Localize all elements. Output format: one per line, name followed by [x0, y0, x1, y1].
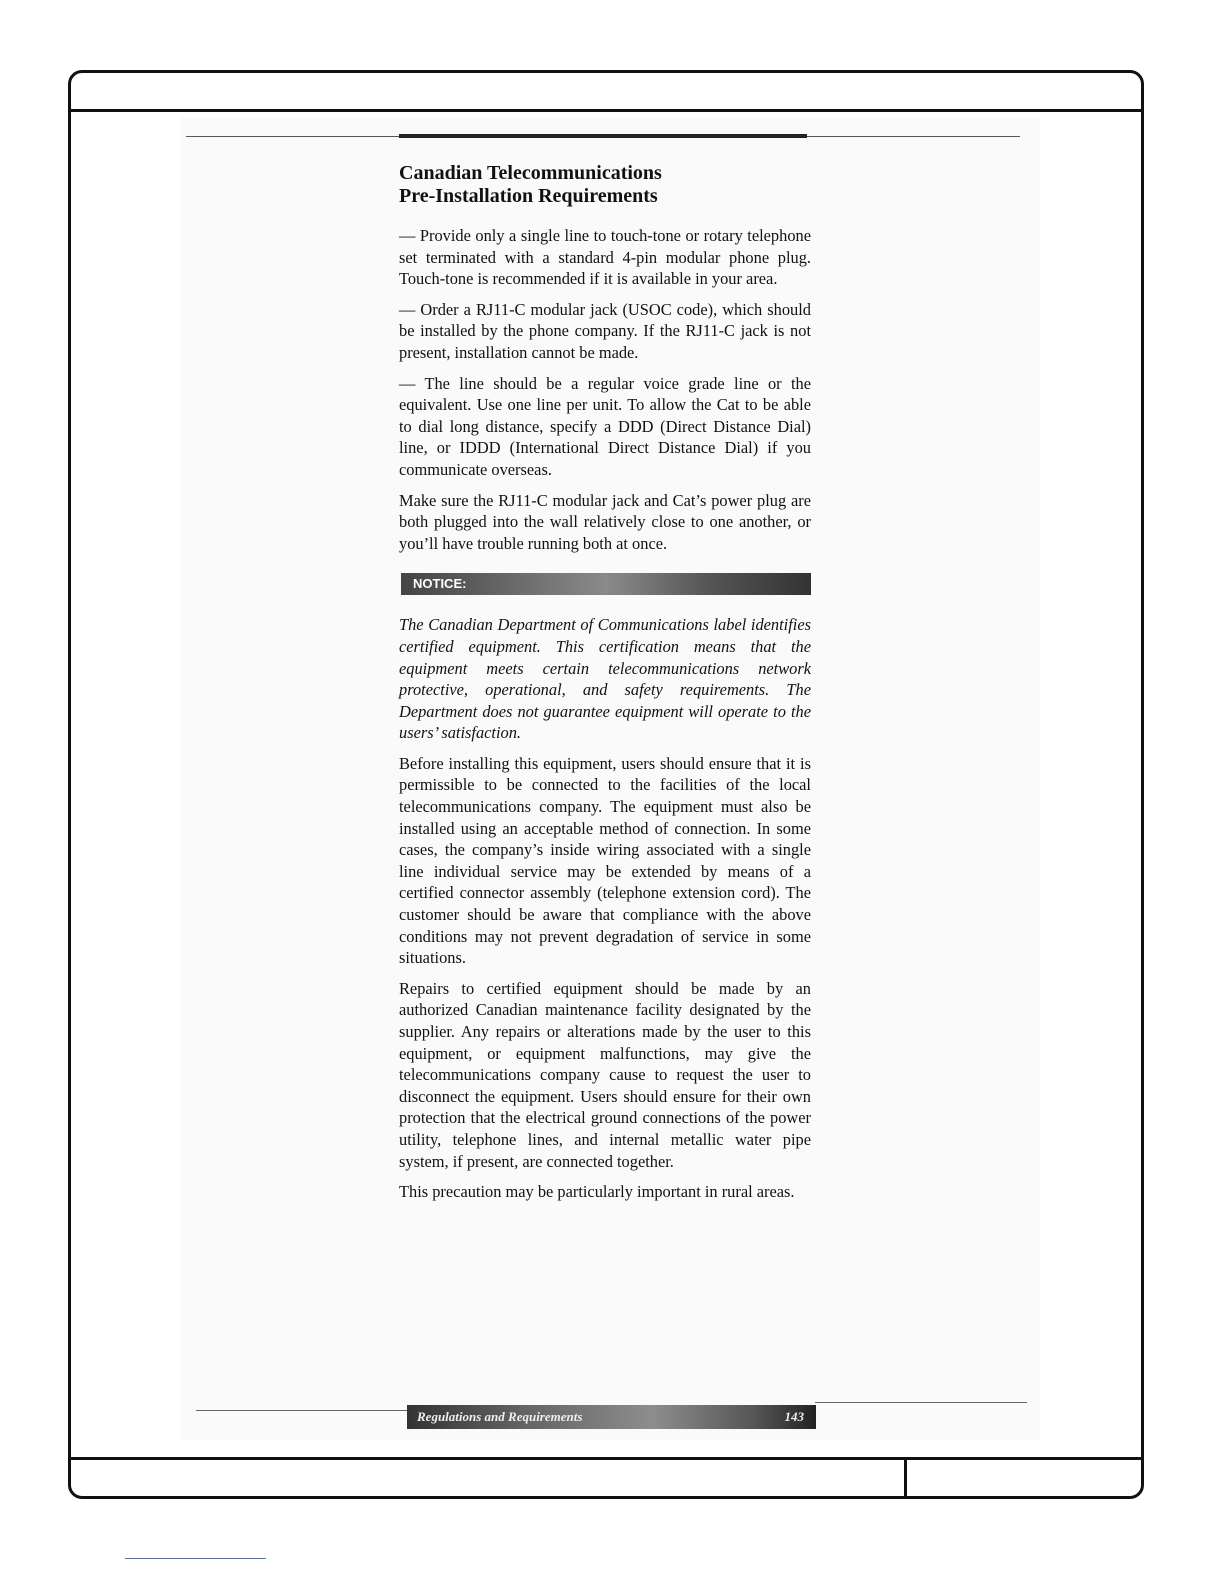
footer-page-number: 143: [784, 1409, 804, 1424]
page-title: [399, 162, 811, 208]
frame-header-rule: [70, 109, 1142, 112]
repairs-paragraph: Repairs to certified equipment should be made by an authorized Canadian maintenance facility designated by the supplier. Any repairs or alterations made by the user to this equipment, or equipment malfunctions, may give the telecommunications company cause to request the user to disconnect the equipment. Users should ensure for their own protection that the electrical ground connections of the power utility, telephone lines, and internal metallic water pipe system, if present, are connected together.: [399, 978, 811, 1171]
footer-rule-left: [196, 1410, 408, 1411]
bottom-underline: [125, 1558, 266, 1559]
requirement-single-line: — Provide only a single line to touch-tone or rotary telephone set terminated with a standard 4-pin modular phone plug. Touch-tone is recommended if it is available in your area.: [399, 226, 811, 289]
footer-rule-right: [815, 1402, 1027, 1403]
requirement-voice-grade-line: — The line should be a regular voice grade line or the equivalent. Use one line per unit. To allow the Cat to be able to dial long distance, specify a DDD (Direct Distance Dial) line, or IDDD (International Direct Distance Dial) if you communicate overseas.: [399, 373, 811, 479]
frame-footer-divider: [904, 1457, 907, 1498]
frame-footer-rule: [70, 1457, 1142, 1460]
footer-section-label: Regulations and Requirements: [417, 1409, 583, 1424]
document-body: [399, 162, 811, 1212]
notice-banner: [401, 573, 811, 595]
requirement-rj11c-jack: — Order a RJ11-C modular jack (USOC code), which should be installed by the phone company. If the RJ11-C jack is not present, installation cannot be made.: [399, 299, 811, 362]
notice-text: The Canadian Department of Communications label identifies certified equipment. This certification means that the equipment meets certain telecommunications network protective, operational, and safety requirements. The Department does not guarantee equipment will operate to the users’ satisfaction.: [399, 615, 811, 743]
page-title-line-2: Pre-Installation Requirements: [399, 185, 658, 207]
notice-label: NOTICE:: [413, 576, 467, 592]
precaution-paragraph: This precaution may be particularly important in rural areas.: [399, 1182, 795, 1202]
header-thick-rule: [399, 134, 807, 138]
installation-paragraph: Before installing this equipment, users should ensure that it is permissible to be connected to the facilities of the local telecommunications company. The equipment must also be installed using an acceptable method of connection. In some cases, the company’s inside wiring associated with a single line individual service may be extended by means of a certified connector assembly (telephone extension cord). The customer should be aware that compliance with the above conditions may not prevent degradation of service in some situations.: [399, 753, 811, 968]
requirement-plug-placement: Make sure the RJ11-C modular jack and Cat’s power plug are both plugged into the wall relatively close to one another, or you’ll have trouble running both at once.: [399, 490, 811, 553]
page-title-line-1: Canadian Telecommunications: [399, 162, 662, 184]
footer-banner: [407, 1405, 816, 1429]
